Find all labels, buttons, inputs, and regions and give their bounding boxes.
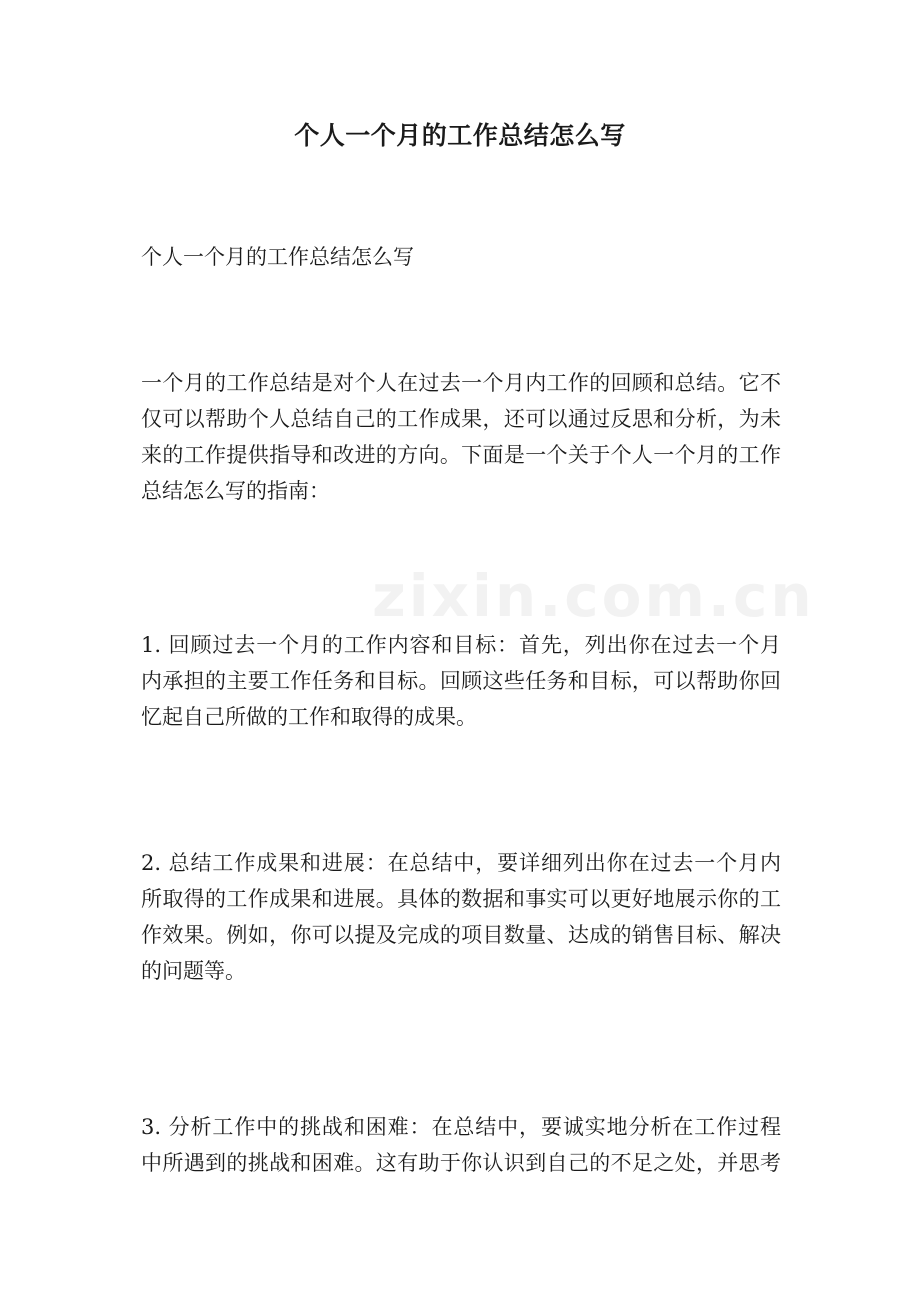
text-line: 仅可以帮助个人总结自己的工作成果，还可以通过反思和分析，为未 [141, 407, 781, 431]
text-line: 3. 分析工作中的挑战和困难：在总结中，要诚实地分析在工作过程 [141, 1115, 781, 1139]
text-line: 2. 总结工作成果和进展：在总结中，要详细列出你在过去一个月内 [141, 851, 781, 875]
text-line: 所取得的工作成果和进展。具体的数据和事实可以更好地展示你的工 [141, 887, 781, 911]
document-subtitle: 个人一个月的工作总结怎么写 [141, 245, 414, 269]
paragraph-item-3 [141, 1109, 781, 1181]
text-line: 总结怎么写的指南： [141, 479, 330, 503]
text-line: 来的工作提供指导和改进的方向。下面是一个关于个人一个月的工作 [141, 443, 781, 467]
text-line: 忆起自己所做的工作和取得的成果。 [141, 705, 477, 729]
text-line: 一个月的工作总结是对个人在过去一个月内工作的回顾和总结。它不 [141, 371, 781, 395]
watermark: zixin.com.cn [372, 562, 815, 630]
paragraph-item-1 [141, 627, 781, 735]
document-title: 个人一个月的工作总结怎么写 [294, 121, 626, 150]
text-line: 1. 回顾过去一个月的工作内容和目标：首先，列出你在过去一个月 [141, 633, 781, 657]
text-line: 内承担的主要工作任务和目标。回顾这些任务和目标，可以帮助你回 [141, 669, 781, 693]
text-line: 作效果。例如，你可以提及完成的项目数量、达成的销售目标、解决 [141, 923, 781, 947]
text-line: 的问题等。 [141, 959, 246, 983]
paragraph-intro [141, 365, 781, 509]
paragraph-item-2 [141, 845, 781, 989]
text-line: 中所遇到的挑战和困难。这有助于你认识到自己的不足之处，并思考 [141, 1151, 781, 1175]
